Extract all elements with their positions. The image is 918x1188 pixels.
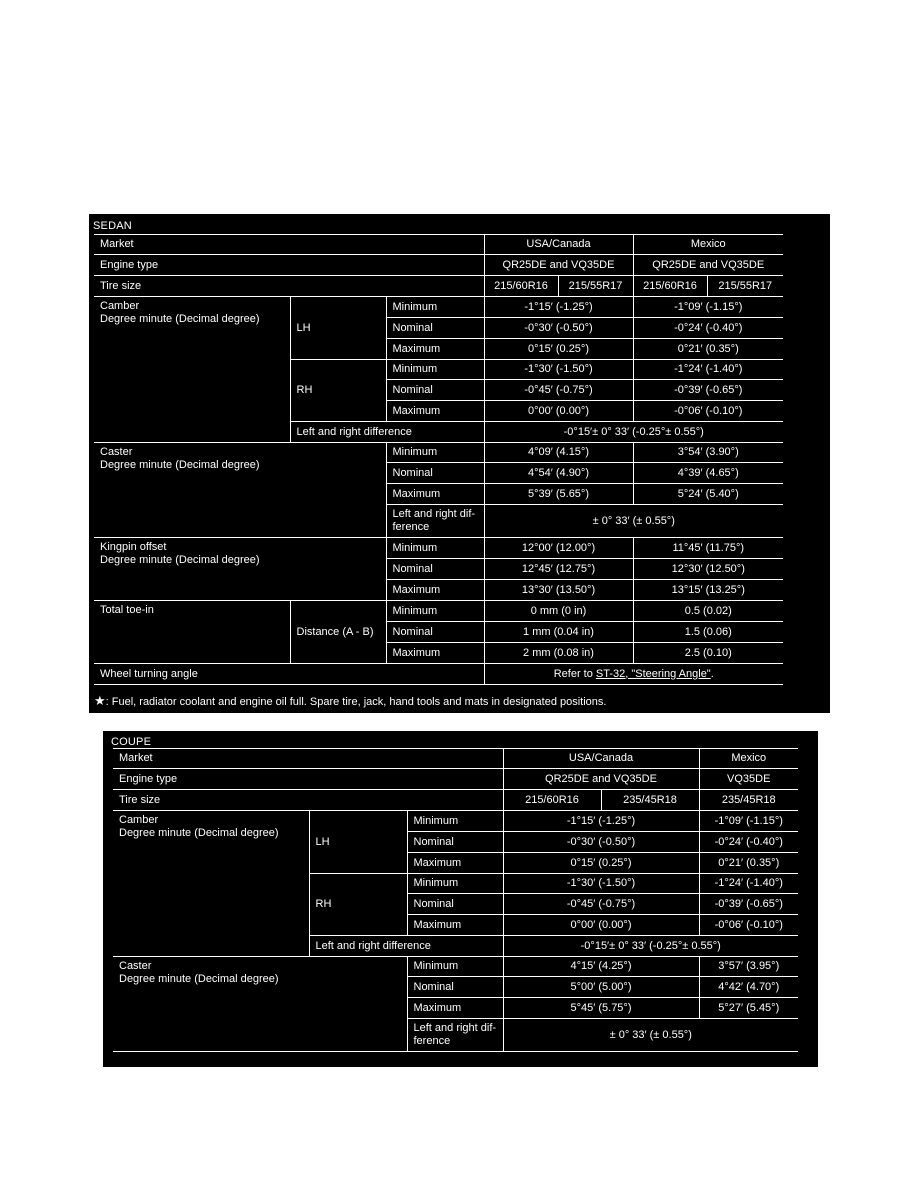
camber-label: Camber bbox=[100, 300, 140, 312]
caster-nom-usa: 5°00′ (5.00°) bbox=[503, 977, 699, 998]
sedan-spec-table bbox=[94, 234, 783, 685]
camber-lh-min-mexico: -1°09′ (-1.15°) bbox=[633, 297, 783, 318]
row-label-maximum: Maximum bbox=[386, 580, 484, 601]
camber-lh-nom-usa: -0°30′ (-0.50°) bbox=[503, 832, 699, 853]
row-label-nominal: Nominal bbox=[407, 832, 503, 853]
row-label-nominal: Nominal bbox=[386, 622, 484, 643]
row-label-nominal: Nominal bbox=[407, 977, 503, 998]
kingpin-min-usa: 12°00′ (12.00°) bbox=[484, 538, 633, 559]
camber-lh-nom-mexico: -0°24′ (-0.40°) bbox=[699, 832, 798, 853]
camber-lh-min-mexico: -1°09′ (-1.15°) bbox=[699, 811, 798, 832]
caster-nom-mexico: 4°42′ (4.70°) bbox=[699, 977, 798, 998]
table-row bbox=[94, 538, 783, 559]
coupe-spec-table bbox=[113, 748, 798, 1052]
market-usa-canada: USA/Canada bbox=[484, 235, 633, 255]
row-label-maximum: Maximum bbox=[386, 484, 484, 505]
table-row bbox=[94, 255, 783, 276]
market-mexico: Mexico bbox=[633, 235, 783, 255]
tire-size-mexico-2: 215/55R17 bbox=[707, 276, 783, 297]
engine-type-label: Engine type bbox=[119, 772, 178, 785]
camber-label: Camber bbox=[119, 814, 159, 826]
tire-size-usa-1: 215/60R16 bbox=[484, 276, 558, 297]
caster-min-usa: 4°09′ (4.15°) bbox=[484, 443, 633, 463]
caster-max-mexico: 5°27′ (5.45°) bbox=[699, 998, 798, 1019]
tire-size-mexico-1: 215/60R16 bbox=[633, 276, 707, 297]
camber-unit-label: Degree minute (Decimal degree) bbox=[119, 827, 279, 839]
kingpin-nom-mexico: 12°30′ (12.50°) bbox=[633, 559, 783, 580]
caster-unit-label: Degree minute (Decimal degree) bbox=[100, 459, 260, 471]
kingpin-min-mexico: 11°45′ (11.75°) bbox=[633, 538, 783, 559]
caster-difference-label-line1: Left and right dif- bbox=[392, 508, 476, 520]
kingpin-max-mexico: 13°15′ (13.25°) bbox=[633, 580, 783, 601]
sedan-footnote bbox=[94, 693, 606, 709]
wheel-turning-end: . bbox=[710, 667, 714, 680]
camber-lh-max-mexico: 0°21′ (0.35°) bbox=[699, 853, 798, 874]
toe-in-min-usa: 0 mm (0 in) bbox=[484, 601, 633, 622]
table-row bbox=[113, 790, 798, 811]
camber-rh-max-mexico: -0°06′ (-0.10°) bbox=[633, 401, 783, 422]
camber-unit-label: Degree minute (Decimal degree) bbox=[100, 313, 260, 325]
kingpin-unit-label: Degree minute (Decimal degree) bbox=[100, 554, 260, 566]
caster-difference-label-cell bbox=[407, 1019, 503, 1052]
toe-in-label: Total toe-in bbox=[94, 601, 290, 664]
camber-lh-min-usa: -1°15′ (-1.25°) bbox=[503, 811, 699, 832]
caster-min-usa: 4°15′ (4.25°) bbox=[503, 957, 699, 977]
camber-label-cell bbox=[113, 811, 309, 957]
camber-lh-label: LH bbox=[290, 297, 386, 360]
market-label: Market bbox=[119, 752, 153, 764]
kingpin-max-usa: 13°30′ (13.50°) bbox=[484, 580, 633, 601]
camber-rh-max-usa: 0°00′ (0.00°) bbox=[484, 401, 633, 422]
toe-in-distance-label: Distance (A - B) bbox=[290, 601, 386, 664]
camber-lh-min-usa: -1°15′ (-1.25°) bbox=[484, 297, 633, 318]
camber-rh-max-usa: 0°00′ (0.00°) bbox=[503, 915, 699, 936]
camber-lh-max-mexico: 0°21′ (0.35°) bbox=[633, 339, 783, 360]
camber-lh-nom-usa: -0°30′ (-0.50°) bbox=[484, 318, 633, 339]
camber-lh-label: LH bbox=[309, 811, 407, 874]
camber-rh-max-mexico: -0°06′ (-0.10°) bbox=[699, 915, 798, 936]
caster-difference-label-line1: Left and right dif- bbox=[413, 1022, 497, 1034]
row-label-maximum: Maximum bbox=[386, 401, 484, 422]
coupe-panel bbox=[103, 731, 818, 1067]
table-row bbox=[94, 276, 783, 297]
table-row bbox=[94, 235, 783, 255]
camber-rh-min-usa: -1°30′ (-1.50°) bbox=[484, 360, 633, 380]
wheel-turning-refer: Refer to bbox=[553, 667, 596, 680]
row-label-nominal: Nominal bbox=[386, 463, 484, 484]
row-label-minimum: Minimum bbox=[386, 601, 484, 622]
row-label-minimum: Minimum bbox=[386, 360, 484, 380]
table-row bbox=[94, 297, 783, 318]
caster-min-mexico: 3°54′ (3.90°) bbox=[633, 443, 783, 463]
table-row bbox=[113, 769, 798, 790]
row-label-maximum: Maximum bbox=[407, 998, 503, 1019]
camber-difference-value: -0°15′± 0° 33′ (-0.25°± 0.55°) bbox=[484, 422, 783, 443]
engine-type-label: Engine type bbox=[100, 258, 159, 271]
camber-difference-value: -0°15′± 0° 33′ (-0.25°± 0.55°) bbox=[503, 936, 798, 957]
row-label-nominal: Nominal bbox=[386, 559, 484, 580]
row-label-maximum: Maximum bbox=[386, 643, 484, 664]
engine-usa-canada: QR25DE and VQ35DE bbox=[503, 769, 699, 790]
camber-rh-nom-usa: -0°45′ (-0.75°) bbox=[484, 380, 633, 401]
row-label-minimum: Minimum bbox=[386, 538, 484, 559]
row-label-minimum: Minimum bbox=[386, 443, 484, 463]
market-usa-canada: USA/Canada bbox=[503, 749, 699, 769]
star-icon: ★ bbox=[94, 693, 106, 708]
row-label-nominal: Nominal bbox=[386, 318, 484, 339]
wheel-turning-value bbox=[484, 664, 783, 685]
table-row bbox=[94, 601, 783, 622]
camber-rh-min-mexico: -1°24′ (-1.40°) bbox=[633, 360, 783, 380]
row-label-nominal: Nominal bbox=[386, 380, 484, 401]
camber-rh-label: RH bbox=[290, 360, 386, 422]
caster-difference-value: ± 0° 33′ (± 0.55°) bbox=[484, 505, 783, 538]
engine-usa-canada: QR25DE and VQ35DE bbox=[484, 255, 633, 276]
wheel-turning-label: Wheel turning angle bbox=[100, 667, 198, 680]
toe-in-min-mexico: 0.5 (0.02) bbox=[633, 601, 783, 622]
table-row bbox=[113, 749, 798, 769]
camber-rh-nom-mexico: -0°39′ (-0.65°) bbox=[699, 894, 798, 915]
market-label: Market bbox=[100, 238, 134, 250]
caster-nom-mexico: 4°39′ (4.65°) bbox=[633, 463, 783, 484]
tire-size-usa-2: 215/55R17 bbox=[558, 276, 633, 297]
caster-nom-usa: 4°54′ (4.90°) bbox=[484, 463, 633, 484]
camber-lh-max-usa: 0°15′ (0.25°) bbox=[503, 853, 699, 874]
tire-size-label: Tire size bbox=[100, 279, 142, 292]
caster-max-mexico: 5°24′ (5.40°) bbox=[633, 484, 783, 505]
steering-angle-link[interactable]: ST-32, "Steering Angle" bbox=[595, 667, 711, 680]
table-row bbox=[94, 664, 783, 685]
caster-label: Caster bbox=[119, 960, 152, 972]
caster-max-usa: 5°45′ (5.75°) bbox=[503, 998, 699, 1019]
caster-label: Caster bbox=[100, 446, 133, 458]
camber-lh-nom-mexico: -0°24′ (-0.40°) bbox=[633, 318, 783, 339]
camber-difference-label: Left and right difference bbox=[290, 422, 484, 443]
row-label-minimum: Minimum bbox=[407, 957, 503, 977]
tire-size-usa-2: 235/45R18 bbox=[601, 790, 699, 811]
market-mexico: Mexico bbox=[699, 749, 798, 769]
row-label-minimum: Minimum bbox=[386, 297, 484, 318]
caster-difference-label-line2: ference bbox=[392, 521, 430, 533]
camber-rh-min-mexico: -1°24′ (-1.40°) bbox=[699, 874, 798, 894]
row-label-maximum: Maximum bbox=[386, 339, 484, 360]
engine-mexico: QR25DE and VQ35DE bbox=[633, 255, 783, 276]
engine-mexico: VQ35DE bbox=[699, 769, 798, 790]
table-row bbox=[94, 443, 783, 463]
camber-label-cell bbox=[94, 297, 290, 443]
caster-unit-label: Degree minute (Decimal degree) bbox=[119, 973, 279, 985]
row-label-minimum: Minimum bbox=[407, 811, 503, 832]
toe-in-nom-usa: 1 mm (0.04 in) bbox=[484, 622, 633, 643]
caster-difference-value: ± 0° 33′ (± 0.55°) bbox=[503, 1019, 798, 1052]
caster-min-mexico: 3°57′ (3.95°) bbox=[699, 957, 798, 977]
row-label-nominal: Nominal bbox=[407, 894, 503, 915]
toe-in-max-usa: 2 mm (0.08 in) bbox=[484, 643, 633, 664]
kingpin-label-cell bbox=[94, 538, 386, 601]
toe-in-nom-mexico: 1.5 (0.06) bbox=[633, 622, 783, 643]
sedan-title: SEDAN bbox=[93, 220, 132, 232]
camber-lh-max-usa: 0°15′ (0.25°) bbox=[484, 339, 633, 360]
caster-difference-label-line2: ference bbox=[413, 1035, 451, 1047]
camber-rh-nom-mexico: -0°39′ (-0.65°) bbox=[633, 380, 783, 401]
table-row bbox=[113, 811, 798, 832]
tire-size-usa-1: 215/60R16 bbox=[503, 790, 601, 811]
caster-max-usa: 5°39′ (5.65°) bbox=[484, 484, 633, 505]
row-label-minimum: Minimum bbox=[407, 874, 503, 894]
caster-label-cell bbox=[94, 443, 386, 538]
camber-difference-label: Left and right difference bbox=[309, 936, 503, 957]
tire-size-mexico: 235/45R18 bbox=[699, 790, 798, 811]
camber-rh-nom-usa: -0°45′ (-0.75°) bbox=[503, 894, 699, 915]
kingpin-nom-usa: 12°45′ (12.75°) bbox=[484, 559, 633, 580]
coupe-title: COUPE bbox=[111, 736, 152, 748]
caster-difference-label-cell bbox=[386, 505, 484, 538]
camber-rh-label: RH bbox=[309, 874, 407, 936]
kingpin-label: Kingpin offset bbox=[100, 541, 167, 553]
toe-in-max-mexico: 2.5 (0.10) bbox=[633, 643, 783, 664]
row-label-maximum: Maximum bbox=[407, 915, 503, 936]
row-label-maximum: Maximum bbox=[407, 853, 503, 874]
sedan-panel bbox=[89, 214, 830, 713]
tire-size-label: Tire size bbox=[119, 793, 161, 806]
table-row bbox=[113, 957, 798, 977]
camber-rh-min-usa: -1°30′ (-1.50°) bbox=[503, 874, 699, 894]
caster-label-cell bbox=[113, 957, 407, 1052]
footnote-text: : Fuel, radiator coolant and engine oil full. Spare tire, jack, hand tools and mats in designated positions. bbox=[105, 696, 607, 708]
